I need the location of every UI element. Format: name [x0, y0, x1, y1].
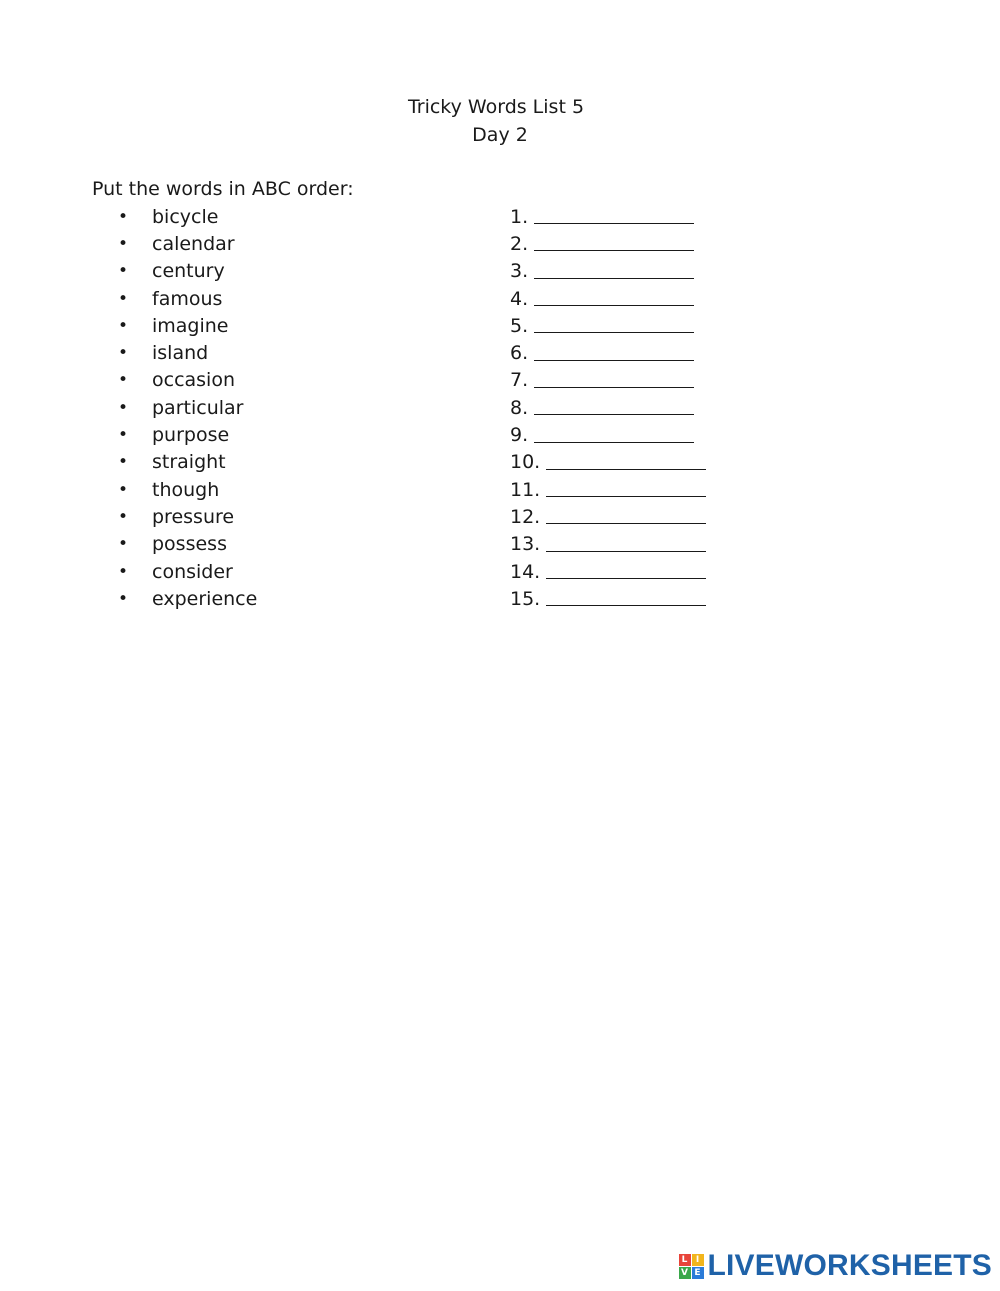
- answer-number: 13.: [510, 533, 541, 556]
- answer-blank[interactable]: [546, 587, 706, 606]
- answer-number: 7.: [510, 369, 529, 392]
- word-list-item: [118, 421, 257, 448]
- word-list-item: [118, 531, 257, 558]
- answer-number: 1.: [510, 205, 529, 228]
- answer-number: 4.: [510, 287, 529, 310]
- word-list-item: [118, 585, 257, 612]
- bullet-icon: •: [118, 343, 129, 364]
- logo-mark-icon: [679, 1254, 704, 1279]
- word-text: famous: [152, 287, 223, 310]
- word-list-item: [118, 394, 257, 421]
- answer-row: [510, 312, 706, 339]
- word-text: purpose: [152, 424, 230, 447]
- answer-number: 2.: [510, 232, 529, 255]
- word-list-item: [118, 258, 257, 285]
- bullet-icon: •: [118, 479, 129, 500]
- answer-blank[interactable]: [546, 478, 706, 497]
- answer-blank[interactable]: [546, 451, 706, 470]
- word-text: though: [152, 478, 220, 501]
- bullet-icon: •: [118, 370, 129, 391]
- answer-row: [510, 558, 706, 585]
- word-text: island: [152, 342, 209, 365]
- answer-row: [510, 258, 706, 285]
- word-text: straight: [152, 451, 226, 474]
- bullet-icon: •: [118, 233, 129, 254]
- answer-blank[interactable]: [534, 424, 694, 443]
- answer-number: 12.: [510, 505, 541, 528]
- logo-mark-square: L: [679, 1254, 691, 1266]
- worksheet-title: Tricky Words List 5: [407, 96, 585, 118]
- bullet-icon: •: [118, 588, 129, 609]
- word-text: occasion: [152, 369, 236, 392]
- answer-blank[interactable]: [534, 396, 694, 415]
- word-text: possess: [152, 533, 227, 556]
- answer-number: 15.: [510, 587, 541, 610]
- word-list-item: [118, 558, 257, 585]
- answer-row: [510, 230, 706, 257]
- answer-blank[interactable]: [534, 314, 694, 333]
- word-text: calendar: [152, 232, 235, 255]
- bullet-icon: •: [118, 397, 129, 418]
- answer-blank[interactable]: [546, 560, 706, 579]
- bullet-icon: •: [118, 561, 129, 582]
- answer-number: 11.: [510, 478, 541, 501]
- answer-row: [510, 285, 706, 312]
- bullet-icon: •: [118, 425, 129, 446]
- word-text: experience: [152, 587, 258, 610]
- answer-row: [510, 503, 706, 530]
- word-list-item: [118, 312, 257, 339]
- logo-mark-square: V: [679, 1267, 691, 1279]
- logo-mark-square: I: [692, 1254, 704, 1266]
- word-text: consider: [152, 560, 233, 583]
- bullet-icon: •: [118, 206, 129, 227]
- bullet-icon: •: [118, 534, 129, 555]
- worksheet-subtitle: Day 2: [472, 124, 528, 146]
- answer-number: 5.: [510, 314, 529, 337]
- word-list-item: [118, 230, 257, 257]
- bullet-icon: •: [118, 452, 129, 473]
- word-list-item: [118, 449, 257, 476]
- answer-row: [510, 394, 706, 421]
- answer-row: [510, 367, 706, 394]
- word-text: particular: [152, 396, 244, 419]
- bullet-icon: •: [118, 261, 129, 282]
- bullet-icon: •: [118, 315, 129, 336]
- answer-blank[interactable]: [534, 232, 694, 251]
- answer-blank[interactable]: [546, 505, 706, 524]
- word-text: pressure: [152, 505, 235, 528]
- answer-row: [510, 203, 706, 230]
- liveworksheets-logo: [679, 1249, 993, 1283]
- bullet-icon: •: [118, 506, 129, 527]
- answer-row: [510, 531, 706, 558]
- word-list-item: [118, 339, 257, 366]
- answer-number: 14.: [510, 560, 541, 583]
- bullet-icon: •: [118, 288, 129, 309]
- answer-number: 6.: [510, 342, 529, 365]
- answer-blank[interactable]: [534, 260, 694, 279]
- answer-number: 10.: [510, 451, 541, 474]
- logo-text: LIVEWORKSHEETS: [707, 1249, 992, 1282]
- logo-mark-square: E: [692, 1267, 704, 1279]
- word-list-item: [118, 476, 257, 503]
- answer-blank[interactable]: [534, 205, 694, 224]
- answer-list: [510, 203, 706, 612]
- word-list-item: [118, 367, 257, 394]
- word-text: bicycle: [152, 205, 219, 228]
- answer-row: [510, 421, 706, 448]
- answer-blank[interactable]: [534, 342, 694, 361]
- word-text: imagine: [152, 314, 229, 337]
- answer-number: 3.: [510, 260, 529, 283]
- answer-blank[interactable]: [534, 287, 694, 306]
- answer-row: [510, 585, 706, 612]
- answer-row: [510, 476, 706, 503]
- word-list: [118, 203, 257, 612]
- word-text: century: [152, 260, 225, 283]
- answer-number: 8.: [510, 396, 529, 419]
- instruction-text: Put the words in ABC order:: [92, 178, 354, 200]
- word-list-item: [118, 503, 257, 530]
- word-list-item: [118, 203, 257, 230]
- answer-row: [510, 339, 706, 366]
- answer-number: 9.: [510, 424, 529, 447]
- word-list-item: [118, 285, 257, 312]
- answer-blank[interactable]: [534, 369, 694, 388]
- answer-blank[interactable]: [546, 533, 706, 552]
- answer-row: [510, 449, 706, 476]
